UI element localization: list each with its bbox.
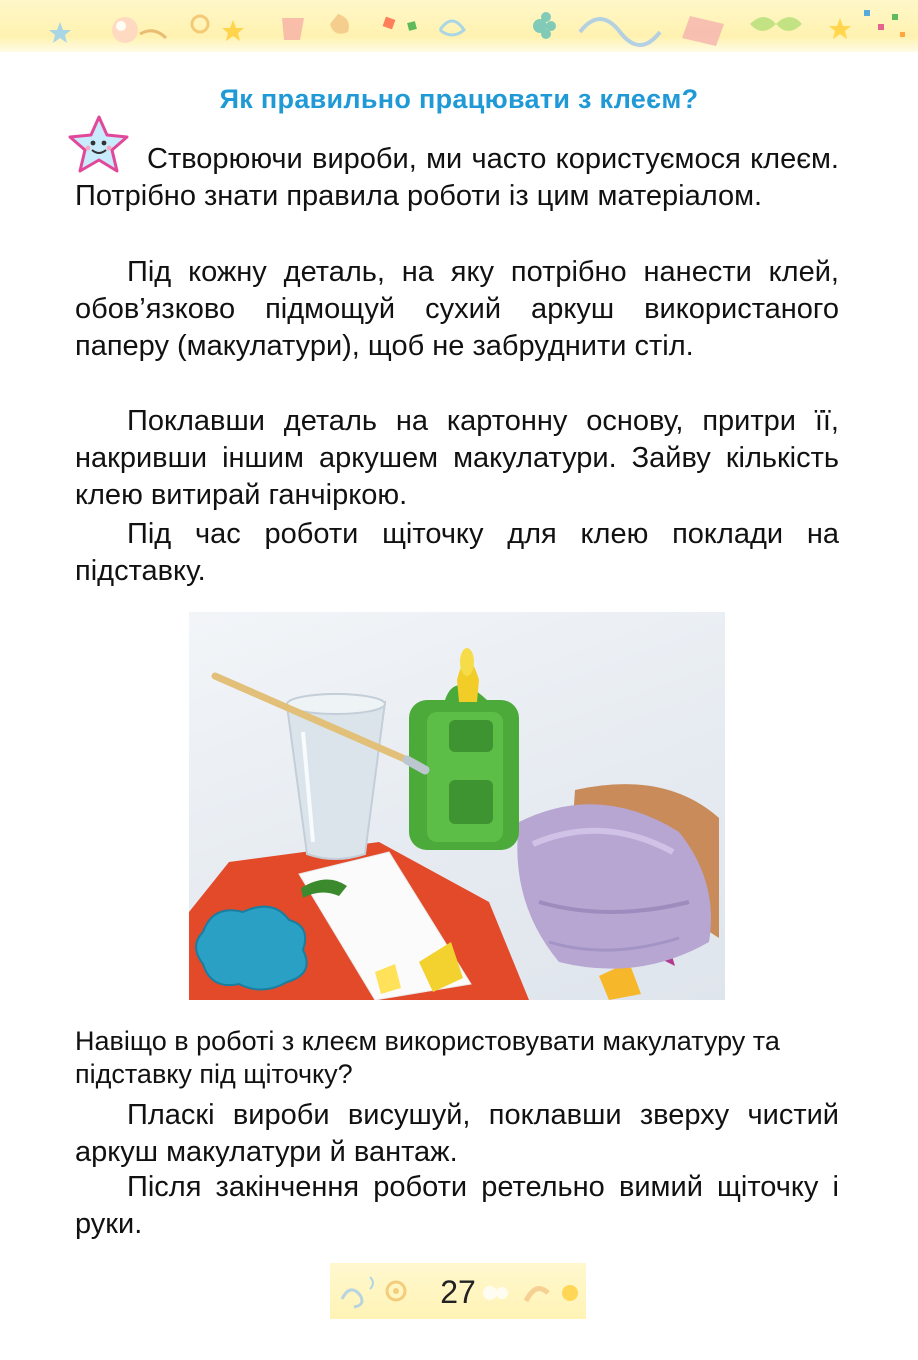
paragraph-intro: Створюючи вироби, ми часто користуємося клеєм. Потрібно знати правила роботи із цим матеріалом.: [75, 143, 839, 212]
paragraph-cleanup: Після закінчення роботи ретельно вимий щіточку і руки.: [75, 1171, 839, 1240]
paragraph-rule-1: Під кожну деталь, на яку потрібно нанести клей, обов’язково підмощуй сухий аркуш використаного паперу (макулатури), щоб не забруднити стіл.: [75, 256, 839, 362]
question-text: Навіщо в роботі з клеєм використовувати макулатуру та підставку під щіточку?: [75, 1026, 780, 1089]
decorative-banner: [0, 0, 918, 52]
paragraph-drying: Пласкі вироби висушуй, поклавши зверху чистий аркуш макулатури й вантаж.: [75, 1099, 839, 1168]
page-number: 27: [440, 1274, 476, 1310]
paragraph-rule-3: Під час роботи щіточку для клею поклади на підставку.: [75, 518, 839, 587]
paragraph-rule-2: Поклавши деталь на картонну основу, притри її, накривши іншим аркушем макулатури. Зайву кількість клею витирай ганчіркою.: [75, 405, 839, 511]
glue-supplies-photo: [189, 612, 725, 1000]
page-number-badge: [330, 1263, 586, 1319]
page-title: Як правильно працювати з клеєм?: [219, 84, 699, 114]
